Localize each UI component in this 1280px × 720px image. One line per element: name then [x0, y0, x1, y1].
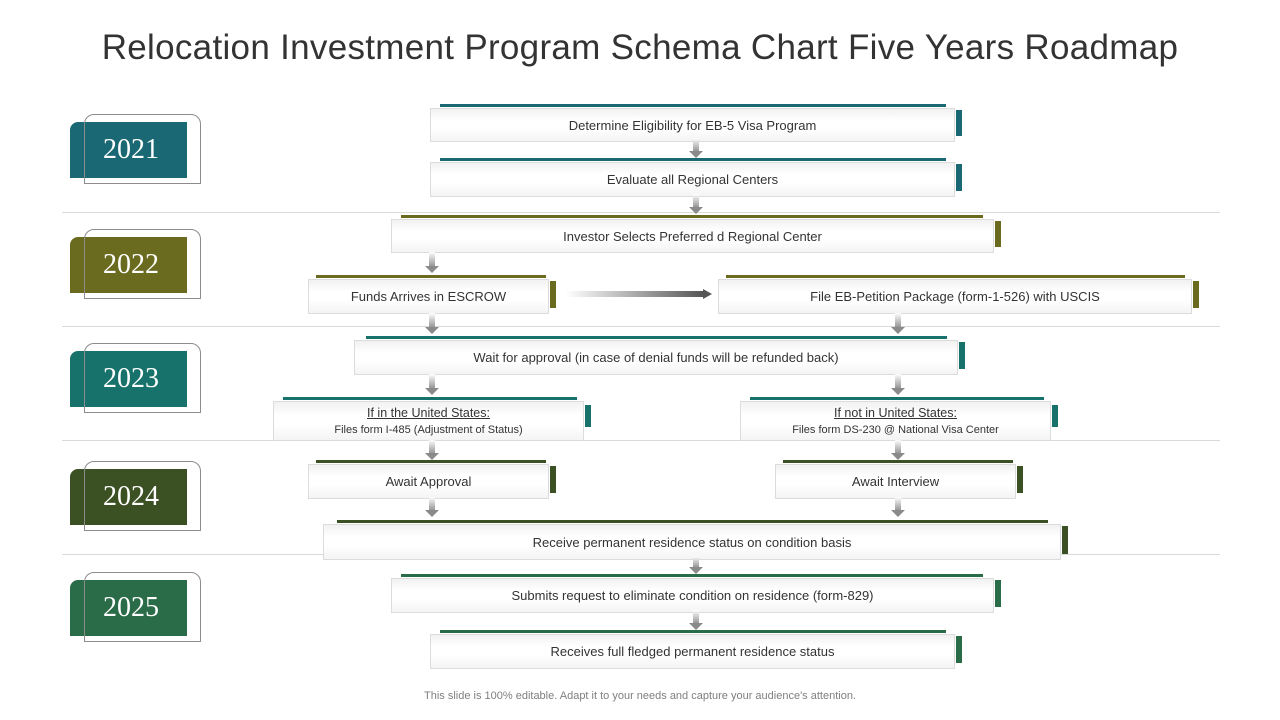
- step-condition-detail: Files form I-485 (Adjustment of Status): [334, 424, 523, 436]
- step-label: Submits request to eliminate condition on residence (form-829): [511, 588, 874, 603]
- year-label: 2021: [103, 134, 159, 165]
- year-tab-2024: [70, 461, 202, 531]
- right-arrow: [566, 289, 712, 299]
- down-arrow: [891, 374, 905, 395]
- down-arrow: [891, 313, 905, 334]
- footer-note: This slide is 100% editable. Adapt it to your needs and capture your audience's attention.: [424, 690, 856, 702]
- step-evaluate-centers: [430, 158, 962, 197]
- down-arrow: [425, 374, 439, 395]
- step-label: Wait for approval (in case of denial funds will be refunded back): [473, 350, 839, 365]
- row-divider: [62, 212, 1220, 213]
- step-in-united-states: [273, 397, 591, 441]
- step-label: Evaluate all Regional Centers: [606, 172, 779, 187]
- step-not-in-united-states: [740, 397, 1058, 441]
- step-condition-detail: Files form DS-230 @ National Visa Center: [792, 424, 999, 436]
- down-arrow: [425, 313, 439, 334]
- down-arrow: [425, 497, 439, 517]
- step-label: Investor Selects Preferred d Regional Center: [563, 228, 822, 244]
- year-tab-2025: [70, 572, 202, 642]
- year-label: 2025: [103, 592, 159, 623]
- step-label: Await Interview: [851, 474, 940, 489]
- down-arrow: [891, 497, 905, 517]
- page-title: Relocation Investment Program Schema Chart Five Years Roadmap: [101, 28, 1179, 67]
- down-arrow: [425, 440, 439, 460]
- step-label: Determine Eligibility for EB-5 Visa Program: [568, 117, 817, 133]
- step-file-petition: [718, 275, 1199, 314]
- step-investor-selects: [391, 215, 1001, 253]
- step-funds-escrow: [308, 275, 556, 314]
- step-condition-title: If not in United States:: [834, 406, 957, 420]
- down-arrow: [689, 556, 703, 574]
- step-label: Await Approval: [385, 474, 472, 489]
- step-condition-title: If in the United States:: [367, 406, 490, 420]
- down-arrow: [425, 252, 439, 273]
- year-label: 2022: [103, 249, 159, 280]
- step-label: Funds Arrives in ESCROW: [350, 289, 507, 304]
- step-await-approval: [308, 460, 556, 499]
- year-label: 2023: [103, 363, 159, 394]
- step-label: File EB-Petition Package (form-1-526) with USCIS: [810, 289, 1100, 304]
- step-wait-approval: [354, 336, 965, 375]
- down-arrow: [689, 610, 703, 630]
- year-tab-2021: [70, 114, 202, 184]
- down-arrow: [689, 138, 703, 158]
- down-arrow: [891, 440, 905, 460]
- year-tab-2023: [70, 343, 202, 413]
- year-tab-2022: [70, 229, 202, 299]
- step-conditional-residence: [323, 520, 1068, 560]
- step-label: Receives full fledged permanent residence status: [550, 644, 835, 659]
- down-arrow: [689, 194, 703, 214]
- step-label: Receive permanent residence status on condition basis: [532, 534, 852, 550]
- row-divider: [62, 326, 1220, 327]
- step-remove-conditions: [391, 574, 1001, 613]
- step-await-interview: [775, 460, 1023, 499]
- step-full-residence: [430, 630, 962, 669]
- year-label: 2024: [103, 481, 159, 512]
- step-determine-eligibility: [430, 104, 962, 142]
